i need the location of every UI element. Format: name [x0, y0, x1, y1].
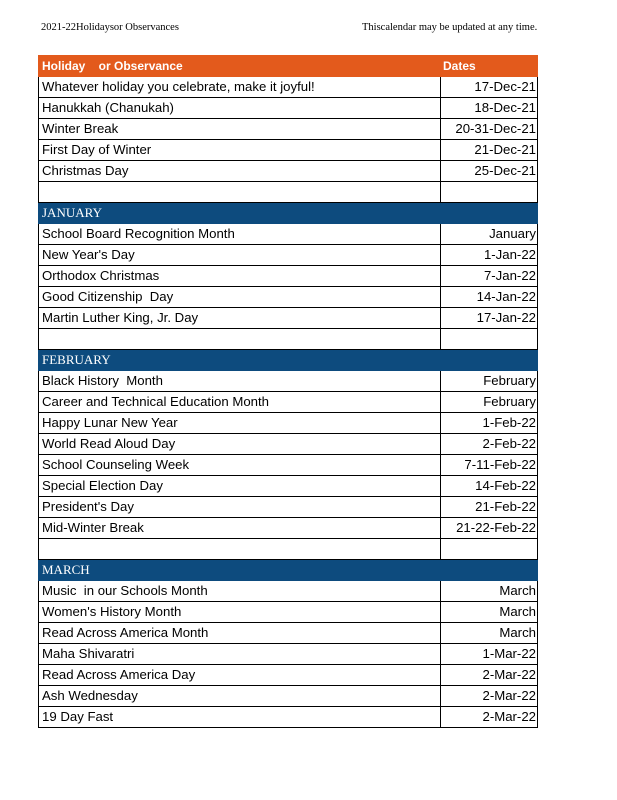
- table-row: [39, 476, 538, 497]
- holiday-name: Women's History Month: [39, 602, 441, 623]
- holiday-name: Career and Technical Education Month: [39, 392, 441, 413]
- holiday-name: Orthodox Christmas: [39, 266, 441, 287]
- table-row: [39, 140, 538, 161]
- holiday-date: February: [441, 392, 538, 413]
- holiday-name: Music in our Schools Month: [39, 581, 441, 602]
- table-row: [39, 392, 538, 413]
- holiday-name: School Board Recognition Month: [39, 224, 441, 245]
- blank-row: [39, 182, 538, 203]
- table-row: [39, 161, 538, 182]
- holiday-date: 2-Mar-22: [441, 665, 538, 686]
- table-row: [39, 119, 538, 140]
- holidays-table: [38, 55, 538, 728]
- document-title: 2021-22Holidaysor Observances: [41, 22, 179, 33]
- table-row: [39, 581, 538, 602]
- holiday-date: 17-Dec-21: [441, 77, 538, 98]
- month-title: FEBRUARY: [39, 350, 441, 371]
- holiday-name: Martin Luther King, Jr. Day: [39, 308, 441, 329]
- holiday-name: Special Election Day: [39, 476, 441, 497]
- month-header-march: [39, 560, 538, 581]
- table-row: [39, 455, 538, 476]
- holiday-date: 21-Dec-21: [441, 140, 538, 161]
- holiday-date: 14-Jan-22: [441, 287, 538, 308]
- holiday-date: 7-11-Feb-22: [441, 455, 538, 476]
- blank-row: [39, 539, 538, 560]
- holiday-name: Good Citizenship Day: [39, 287, 441, 308]
- table-row: [39, 518, 538, 539]
- holiday-date: 18-Dec-21: [441, 98, 538, 119]
- holiday-date: 1-Mar-22: [441, 644, 538, 665]
- holiday-date: 21-22-Feb-22: [441, 518, 538, 539]
- holiday-name: Ash Wednesday: [39, 686, 441, 707]
- holiday-name: Maha Shivaratri: [39, 644, 441, 665]
- holiday-name: World Read Aloud Day: [39, 434, 441, 455]
- header-holiday: Holiday or Observance: [39, 56, 441, 77]
- holiday-date: 2-Mar-22: [441, 707, 538, 728]
- holiday-date: March: [441, 602, 538, 623]
- month-title: JANUARY: [39, 203, 441, 224]
- holiday-name: Read Across America Month: [39, 623, 441, 644]
- update-notice: Thiscalendar may be updated at any time.: [362, 22, 538, 33]
- table-row: [39, 434, 538, 455]
- holiday-date: 1-Feb-22: [441, 413, 538, 434]
- table-row: [39, 98, 538, 119]
- holiday-date: 2-Mar-22: [441, 686, 538, 707]
- table-row: [39, 644, 538, 665]
- table-row: [39, 707, 538, 728]
- holiday-name: Winter Break: [39, 119, 441, 140]
- holiday-date: 7-Jan-22: [441, 266, 538, 287]
- holiday-name: Happy Lunar New Year: [39, 413, 441, 434]
- holiday-name: Mid-Winter Break: [39, 518, 441, 539]
- holiday-name: President's Day: [39, 497, 441, 518]
- table-row: [39, 245, 538, 266]
- table-row: [39, 266, 538, 287]
- holiday-date: 1-Jan-22: [441, 245, 538, 266]
- table-row: [39, 287, 538, 308]
- holiday-name: Christmas Day: [39, 161, 441, 182]
- table-row: [39, 308, 538, 329]
- month-header-january: [39, 203, 538, 224]
- holiday-name: New Year's Day: [39, 245, 441, 266]
- table-row: [39, 665, 538, 686]
- holiday-date: January: [441, 224, 538, 245]
- table-row: [39, 497, 538, 518]
- table-row: [39, 371, 538, 392]
- table-row: [39, 686, 538, 707]
- table-row: [39, 224, 538, 245]
- table-row: [39, 623, 538, 644]
- holiday-date: 20-31-Dec-21: [441, 119, 538, 140]
- holiday-name: First Day of Winter: [39, 140, 441, 161]
- holiday-date: 25-Dec-21: [441, 161, 538, 182]
- table-row: [39, 413, 538, 434]
- holiday-date: 2-Feb-22: [441, 434, 538, 455]
- month-header-february: [39, 350, 538, 371]
- holiday-date: February: [441, 371, 538, 392]
- holiday-date: 21-Feb-22: [441, 497, 538, 518]
- holiday-date: 14-Feb-22: [441, 476, 538, 497]
- holiday-name: Read Across America Day: [39, 665, 441, 686]
- table-row: [39, 602, 538, 623]
- holiday-name: Hanukkah (Chanukah): [39, 98, 441, 119]
- table-row: [39, 77, 538, 98]
- holiday-name: Black History Month: [39, 371, 441, 392]
- holiday-date: March: [441, 581, 538, 602]
- blank-row: [39, 329, 538, 350]
- holiday-name: Whatever holiday you celebrate, make it joyful!: [39, 77, 441, 98]
- holiday-date: March: [441, 623, 538, 644]
- holiday-date: 17-Jan-22: [441, 308, 538, 329]
- holiday-name: School Counseling Week: [39, 455, 441, 476]
- holiday-name: 19 Day Fast: [39, 707, 441, 728]
- month-title: MARCH: [39, 560, 441, 581]
- header-dates: Dates: [441, 56, 538, 77]
- table-header-row: [39, 56, 538, 77]
